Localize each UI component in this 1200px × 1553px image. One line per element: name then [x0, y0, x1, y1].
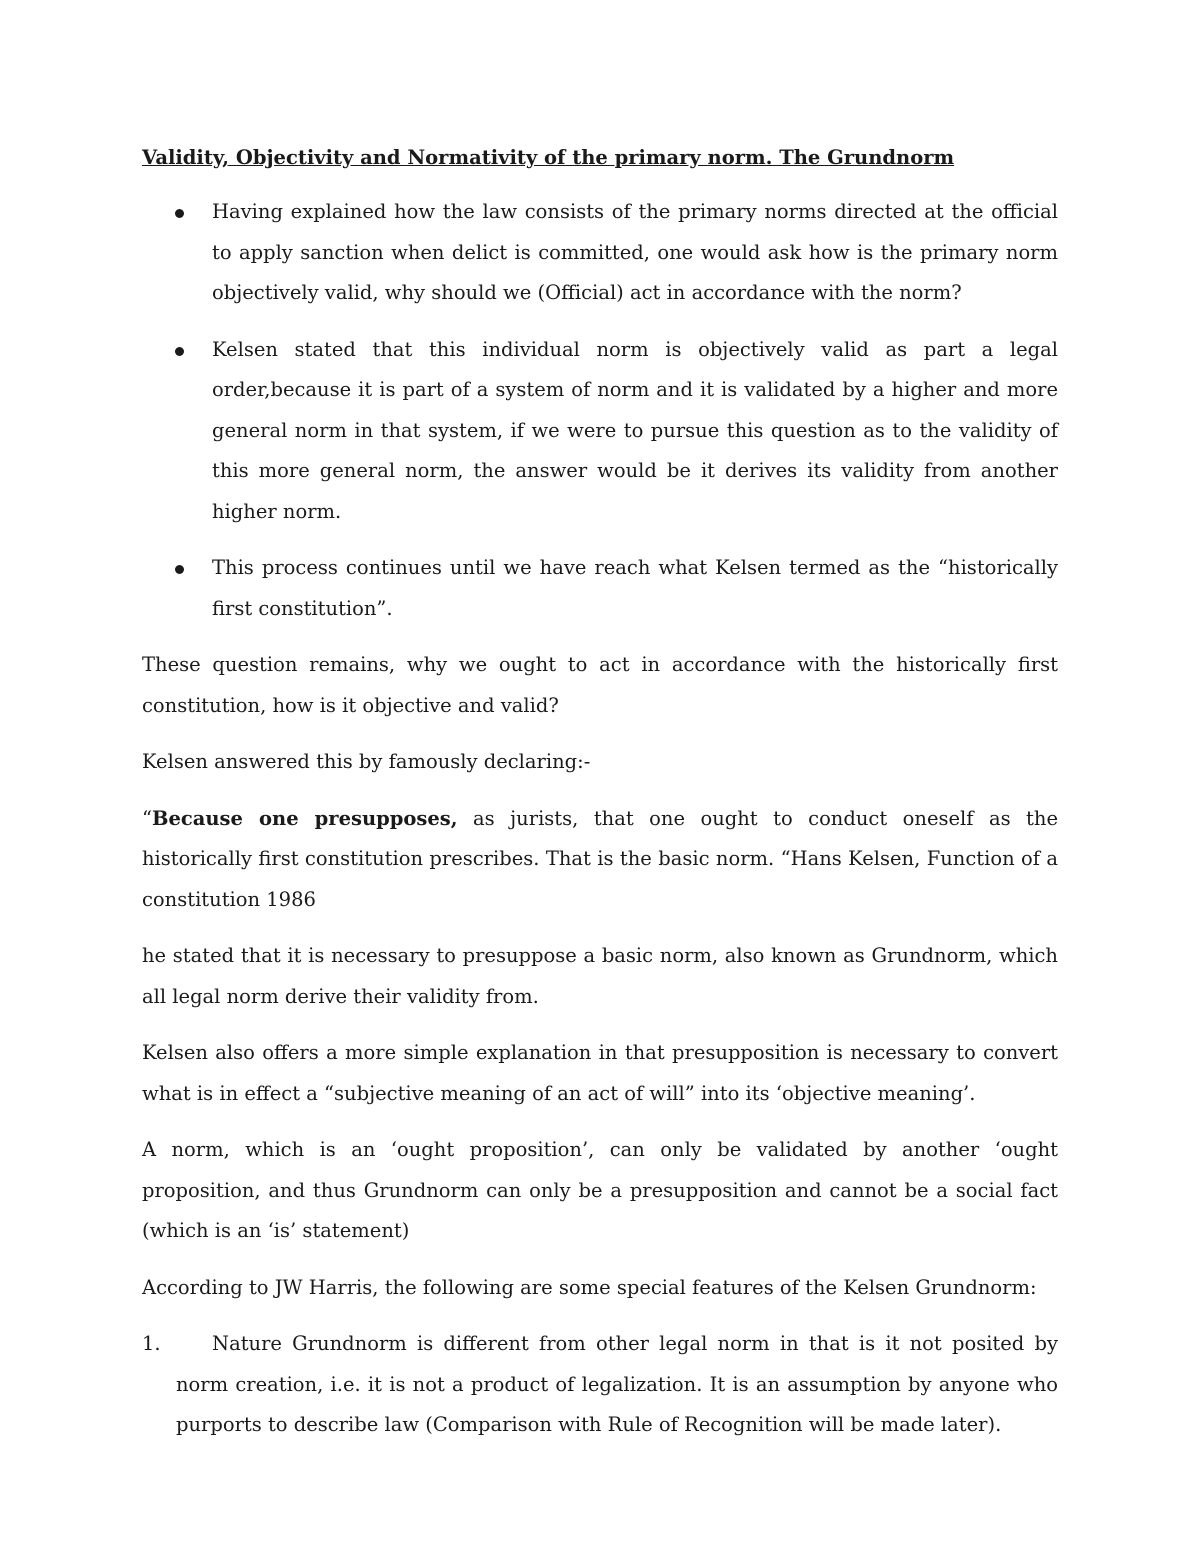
paragraph-answer-intro: Kelsen answered this by famously declaring:- — [142, 750, 591, 773]
bullet-list — [142, 192, 1058, 629]
bullet-icon — [175, 347, 184, 356]
document-body — [142, 142, 1058, 1446]
bullet-icon — [175, 209, 184, 218]
numbered-item — [142, 1324, 1058, 1446]
list-item-text: Kelsen stated that this individual norm is objectively valid as part a legal order,because it is part of a system of norm and it is validated by a higher and more general norm in that system, if we were to pursue this question as to the validity of this more general norm, the answer would be it derives its validity from another higher norm. — [212, 337, 1058, 523]
quote-rest-text: as jurists, that one ought to conduct oneself as the historically first constitution prescribes. That is the basic norm. “Hans Kelsen, Function of a constitution 1986 — [142, 806, 1058, 911]
bullet-icon — [175, 565, 184, 574]
list-item — [142, 548, 1058, 629]
quote-bold-text: Because one presupposes, — [151, 806, 458, 830]
list-item-text: Having explained how the law consists of the primary norms directed at the official to apply sanction when delict is committed, one would ask how is the primary norm objectively valid, why should we (Official) act in accordance with the norm? — [212, 200, 1058, 304]
document-title: Validity, Objectivity and Normativity of the primary norm. The Grundnorm — [142, 146, 955, 169]
paragraph-ought-proposition: A norm, which is an ‘ought proposition’, can only be validated by another ‘ought proposition, and thus Grundnorm can only be a presupposition and cannot be a social fact (which is an ‘is’ statement) — [142, 1138, 1058, 1242]
numbered-item-number: 1. — [142, 1332, 161, 1355]
list-item — [142, 192, 1058, 314]
paragraph-question: These question remains, why we ought to act in accordance with the historically first constitution, how is it objective and valid? — [142, 653, 1058, 717]
quote-open-mark: “ — [142, 806, 152, 830]
paragraph-harris-intro: According to JW Harris, the following are some special features of the Kelsen Grundnorm: — [142, 1275, 1037, 1299]
paragraph-simple-explanation: Kelsen also offers a more simple explanation in that presupposition is necessary to convert what is in effect a “subjective meaning of an act of will” into its ‘objective meaning’. — [142, 1041, 1058, 1105]
numbered-list — [142, 1324, 1058, 1446]
numbered-item-text: Nature Grundnorm is different from other legal norm in that is it not posited by norm creation, i.e. it is not a product of legalization. It is an assumption by anyone who purports to describe law (Comparison with Rule of Recognition will be made later). — [176, 1332, 1058, 1436]
paragraph-kelsen-quote — [142, 799, 1058, 921]
paragraph-presuppose: he stated that it is necessary to presuppose a basic norm, also known as Grundnorm, which all legal norm derive their validity from. — [142, 944, 1058, 1008]
list-item-text: This process continues until we have reach what Kelsen termed as the “historically first constitution”. — [212, 556, 1058, 620]
list-item — [142, 330, 1058, 533]
